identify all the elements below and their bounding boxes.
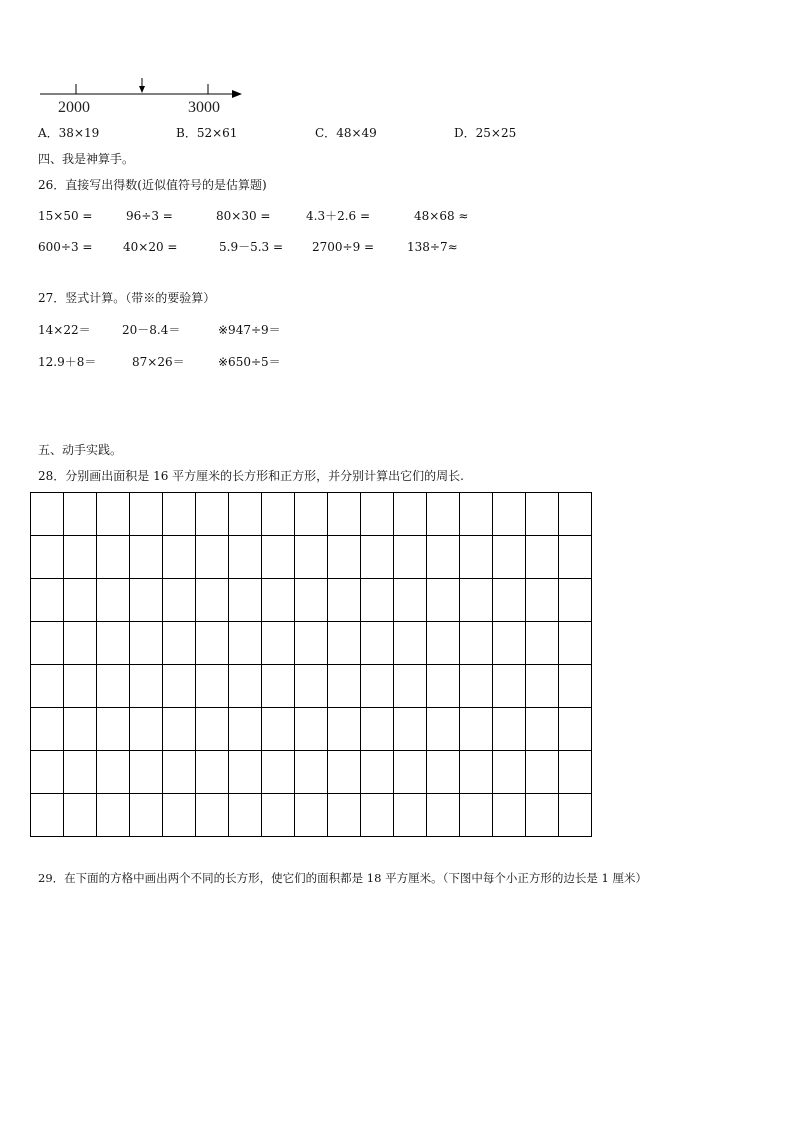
grid-cell[interactable]	[328, 708, 361, 751]
grid-cell[interactable]	[31, 579, 64, 622]
grid-cell[interactable]	[229, 493, 262, 536]
grid-cell[interactable]	[130, 751, 163, 794]
grid-cell[interactable]	[394, 665, 427, 708]
grid-cell[interactable]	[427, 665, 460, 708]
grid-cell[interactable]	[130, 622, 163, 665]
grid-cell[interactable]	[31, 493, 64, 536]
label-2000: 2000	[58, 99, 90, 116]
grid-cell[interactable]	[196, 622, 229, 665]
grid-cell[interactable]	[295, 794, 328, 837]
q27-r2-c3: ※650÷5＝	[218, 355, 281, 369]
grid-cell[interactable]	[295, 708, 328, 751]
grid-cell[interactable]	[394, 536, 427, 579]
grid-cell[interactable]	[229, 708, 262, 751]
grid-cell[interactable]	[559, 622, 592, 665]
grid-cell[interactable]	[130, 536, 163, 579]
grid-cell[interactable]	[427, 751, 460, 794]
grid-cell[interactable]	[328, 751, 361, 794]
option-c	[315, 125, 377, 141]
grid-cell[interactable]	[493, 622, 526, 665]
option-letter: C．	[315, 126, 337, 140]
grid-cell[interactable]	[493, 751, 526, 794]
option-letter: D．	[454, 126, 476, 140]
grid-cell[interactable]	[394, 579, 427, 622]
grid-cell[interactable]	[196, 751, 229, 794]
grid-cell[interactable]	[31, 536, 64, 579]
grid-row	[31, 794, 592, 837]
q27-r2-c1: 12.9＋8＝	[38, 355, 97, 369]
grid-cell[interactable]	[526, 579, 559, 622]
grid-cell[interactable]	[31, 665, 64, 708]
q26-r1-c5: 48×68 ≈	[414, 209, 469, 223]
grid-cell[interactable]	[394, 493, 427, 536]
grid-cell[interactable]	[328, 794, 361, 837]
grid-cell[interactable]	[394, 622, 427, 665]
grid-cell[interactable]	[559, 665, 592, 708]
grid-cell[interactable]	[394, 708, 427, 751]
grid-cell[interactable]	[295, 622, 328, 665]
grid-cell[interactable]	[163, 579, 196, 622]
grid-cell[interactable]	[394, 751, 427, 794]
q26-r2-c5: 138÷7≈	[407, 240, 458, 254]
grid-cell[interactable]	[559, 579, 592, 622]
grid-cell[interactable]	[328, 536, 361, 579]
option-expr: 48×49	[336, 126, 377, 140]
grid-cell[interactable]	[262, 708, 295, 751]
grid-cell[interactable]	[526, 794, 559, 837]
option-expr: 25×25	[475, 126, 517, 140]
grid-cell[interactable]	[64, 665, 97, 708]
grid-cell[interactable]	[493, 794, 526, 837]
grid-cell[interactable]	[460, 579, 493, 622]
grid-cell[interactable]	[196, 579, 229, 622]
grid-cell[interactable]	[526, 536, 559, 579]
grid-row	[31, 493, 592, 536]
q26-r1-c1: 15×50 =	[38, 209, 93, 223]
grid-cell[interactable]	[427, 622, 460, 665]
grid-cell[interactable]	[196, 493, 229, 536]
grid-cell[interactable]	[262, 622, 295, 665]
grid-cell[interactable]	[64, 579, 97, 622]
q27-title: 27．竖式计算。（带※的要验算）	[38, 291, 216, 305]
grid-cell[interactable]	[229, 794, 262, 837]
grid-cell[interactable]	[328, 579, 361, 622]
grid-cell[interactable]	[460, 536, 493, 579]
q26-title: 26．直接写出得数(近似值符号的是估算题)	[38, 178, 267, 192]
grid-cell[interactable]	[130, 794, 163, 837]
q26-r2-c1: 600÷3 =	[38, 240, 93, 254]
grid-cell[interactable]	[427, 579, 460, 622]
grid-cell[interactable]	[31, 708, 64, 751]
grid-cell[interactable]	[97, 536, 130, 579]
grid-cell[interactable]	[328, 622, 361, 665]
grid-row	[31, 536, 592, 579]
grid-cell[interactable]	[31, 794, 64, 837]
q26-r2-c2: 40×20 =	[123, 240, 178, 254]
grid-cell[interactable]	[427, 708, 460, 751]
grid-cell[interactable]	[196, 665, 229, 708]
grid-cell[interactable]	[262, 751, 295, 794]
grid-cell[interactable]	[361, 665, 394, 708]
grid-cell[interactable]	[163, 622, 196, 665]
option-d	[454, 125, 516, 141]
grid-row	[31, 751, 592, 794]
grid-cell[interactable]	[526, 622, 559, 665]
q26-r2-c4: 2700÷9 =	[312, 240, 375, 254]
grid-cell[interactable]	[361, 708, 394, 751]
q26-r1-c3: 80×30 =	[216, 209, 271, 223]
q26-r2-c3: 5.9－5.3 =	[219, 240, 284, 254]
grid-cell[interactable]	[559, 751, 592, 794]
grid-cell[interactable]	[361, 493, 394, 536]
marker-arrowhead-icon	[139, 86, 145, 93]
grid-cell[interactable]	[31, 751, 64, 794]
grid-cell[interactable]	[427, 536, 460, 579]
grid-cell[interactable]	[394, 794, 427, 837]
number-line	[36, 76, 246, 116]
grid-cell[interactable]	[526, 708, 559, 751]
grid-cell[interactable]	[493, 708, 526, 751]
option-expr: 52×61	[196, 126, 238, 140]
q29-title: 29．在下面的方格中画出两个不同的长方形，使它们的面积都是 18 平方厘米。（下图中每个小正方形的边长是 1 厘米）	[38, 871, 647, 885]
grid-cell[interactable]	[460, 794, 493, 837]
grid-cell[interactable]	[229, 665, 262, 708]
grid-cell[interactable]	[361, 579, 394, 622]
grid-cell[interactable]	[64, 493, 97, 536]
q27-r1-c3: ※947÷9＝	[218, 323, 281, 337]
grid-cell[interactable]	[559, 794, 592, 837]
grid-row	[31, 622, 592, 665]
section5-title: 五、动手实践。	[38, 443, 123, 457]
option-b	[176, 125, 237, 141]
grid-cell[interactable]	[460, 708, 493, 751]
grid-cell[interactable]	[493, 536, 526, 579]
grid-cell[interactable]	[493, 493, 526, 536]
grid-cell[interactable]	[97, 794, 130, 837]
grid-cell[interactable]	[196, 794, 229, 837]
grid-cell[interactable]	[130, 665, 163, 708]
grid-cell[interactable]	[295, 579, 328, 622]
q27-r1-c1: 14×22＝	[38, 323, 91, 337]
grid-cell[interactable]	[262, 579, 295, 622]
grid-cell[interactable]	[97, 708, 130, 751]
grid-cell[interactable]	[295, 536, 328, 579]
grid-cell[interactable]	[163, 493, 196, 536]
grid-cell[interactable]	[526, 665, 559, 708]
grid-cell[interactable]	[163, 665, 196, 708]
q26-r1-c2: 96÷3 =	[126, 209, 173, 223]
label-3000: 3000	[188, 99, 220, 116]
grid-cell[interactable]	[229, 751, 262, 794]
grid-cell[interactable]	[328, 493, 361, 536]
grid-cell[interactable]	[526, 751, 559, 794]
grid-cell[interactable]	[97, 579, 130, 622]
grid-cell[interactable]	[295, 493, 328, 536]
grid-row	[31, 665, 592, 708]
grid-cell[interactable]	[559, 536, 592, 579]
grid-cell[interactable]	[262, 493, 295, 536]
grid-cell[interactable]	[64, 622, 97, 665]
grid-cell[interactable]	[361, 536, 394, 579]
option-a	[38, 125, 99, 141]
grid-cell[interactable]	[460, 622, 493, 665]
grid-cell[interactable]	[163, 794, 196, 837]
grid-row	[31, 708, 592, 751]
drawing-grid[interactable]	[30, 492, 592, 837]
grid-cell[interactable]	[295, 665, 328, 708]
grid-cell[interactable]	[64, 751, 97, 794]
grid-cell[interactable]	[64, 536, 97, 579]
grid-cell[interactable]	[229, 579, 262, 622]
q27-r1-c2: 20－8.4＝	[122, 323, 181, 337]
grid-cell[interactable]	[460, 751, 493, 794]
grid-cell[interactable]	[64, 794, 97, 837]
grid-cell[interactable]	[262, 794, 295, 837]
grid-cell[interactable]	[493, 579, 526, 622]
grid-cell[interactable]	[229, 536, 262, 579]
grid-cell[interactable]	[460, 493, 493, 536]
q28-title: 28．分别画出面积是 16 平方厘米的长方形和正方形，并分别计算出它们的周长.	[38, 469, 464, 483]
grid-cell[interactable]	[559, 708, 592, 751]
grid-cell[interactable]	[262, 536, 295, 579]
grid-cell[interactable]	[163, 536, 196, 579]
grid-cell[interactable]	[196, 708, 229, 751]
grid-cell[interactable]	[427, 794, 460, 837]
grid-cell[interactable]	[31, 622, 64, 665]
grid-cell[interactable]	[97, 665, 130, 708]
option-letter: B．	[176, 126, 197, 140]
grid-cell[interactable]	[295, 751, 328, 794]
grid-cell[interactable]	[526, 493, 559, 536]
section4-title: 四、我是神算手。	[38, 152, 135, 166]
grid-cell[interactable]	[361, 622, 394, 665]
option-expr: 38×19	[58, 126, 100, 140]
grid-cell[interactable]	[163, 708, 196, 751]
grid-cell[interactable]	[64, 708, 97, 751]
grid-cell[interactable]	[493, 665, 526, 708]
grid-cell[interactable]	[97, 493, 130, 536]
grid-cell[interactable]	[328, 665, 361, 708]
grid-cell[interactable]	[130, 579, 163, 622]
grid-row	[31, 579, 592, 622]
grid-cell[interactable]	[97, 751, 130, 794]
grid-cell[interactable]	[196, 536, 229, 579]
grid-cell[interactable]	[361, 751, 394, 794]
axis-arrowhead	[232, 90, 242, 98]
grid-cell[interactable]	[97, 622, 130, 665]
grid-cell[interactable]	[460, 665, 493, 708]
grid-cell[interactable]	[130, 708, 163, 751]
q27-r2-c2: 87×26＝	[132, 355, 185, 369]
grid-cell[interactable]	[427, 493, 460, 536]
grid-cell[interactable]	[163, 751, 196, 794]
option-letter: A．	[38, 126, 59, 140]
grid-cell[interactable]	[229, 622, 262, 665]
q26-r1-c4: 4.3＋2.6 =	[306, 209, 371, 223]
grid-cell[interactable]	[361, 794, 394, 837]
grid-cell[interactable]	[130, 493, 163, 536]
grid-cell[interactable]	[262, 665, 295, 708]
grid-cell[interactable]	[559, 493, 592, 536]
